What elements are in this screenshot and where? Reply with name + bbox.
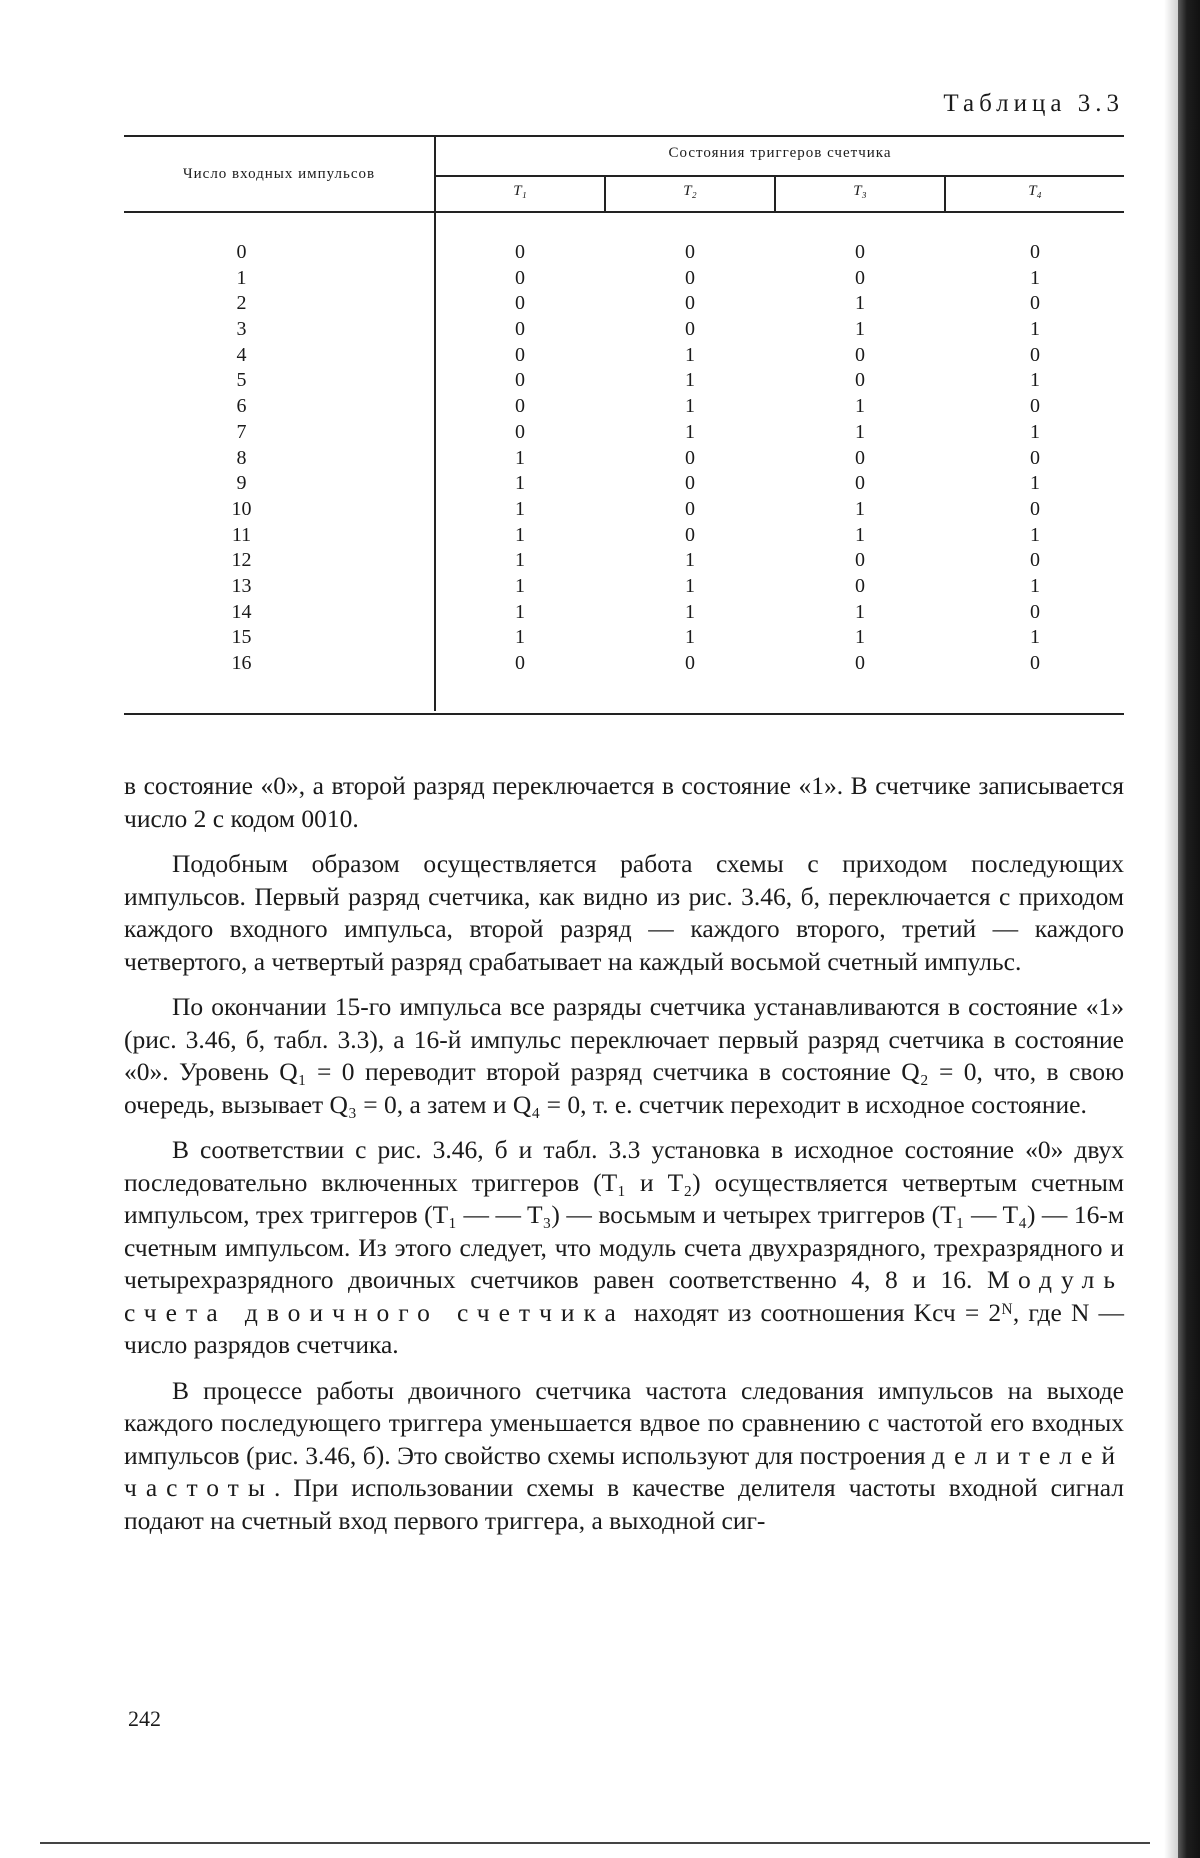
t2-state-cell: 1 xyxy=(606,548,774,574)
t1-state-cell: 0 xyxy=(436,420,604,446)
paragraph-5 xyxy=(124,1375,1124,1538)
t3-state-cell: 0 xyxy=(776,651,944,677)
t3-state-cell: 1 xyxy=(776,420,944,446)
t2-state-cell: 0 xyxy=(606,446,774,472)
t1-state-cell: 0 xyxy=(436,343,604,369)
t4-state-cell: 0 xyxy=(946,600,1124,626)
t3-state-cell: 0 xyxy=(776,343,944,369)
t2-state-cell: 1 xyxy=(606,420,774,446)
t4-state-cell: 1 xyxy=(946,266,1124,292)
pulse-count-cell: 3 xyxy=(184,317,299,343)
t2-state-cell: 1 xyxy=(606,600,774,626)
column-t2 xyxy=(606,240,774,677)
bottom-scan-rule xyxy=(40,1842,1150,1844)
header-pulse-count: Число входных импульсов xyxy=(124,137,434,211)
t4-state-cell: 1 xyxy=(946,471,1124,497)
t4-state-cell: 1 xyxy=(946,317,1124,343)
t3-state-cell: 1 xyxy=(776,317,944,343)
t4-state-cell: 0 xyxy=(946,651,1124,677)
t1-state-cell: 1 xyxy=(436,471,604,497)
t2-state-cell: 1 xyxy=(606,625,774,651)
t4-state-cell: 1 xyxy=(946,523,1124,549)
paragraph-4-part-a: В соответствии с рис. 3.46, б и табл. 3.3 установка в исходное состояние «0» двух последовательно включенных триггеров (T₁ и T₂) осуществляется четвертым счетным импульсом, трех триггеров (T₁ — — T₃) — восьмым и четырех триггеров (T₁ — T₄) — 16-м счетным импульсом. Из этого следует, что модуль счета двухразрядного, трехразрядного и четырехразрядного двоичных счетчиков равен соответственно 4, 8 и 16. xyxy=(124,1135,1124,1294)
t1-state-cell: 0 xyxy=(436,317,604,343)
paragraph-3: По окончании 15-го импульса все разряды счетчика устанавливаются в состояние «1» (рис. 3.46, б, табл. 3.3), а 16-й импульс переключает первый разряд счетчика в состояние «0». Уровень Q₁ = 0 переводит второй разряд счетчика в состояние Q₂ = 0, что, в свою очередь, вызывает Q₃ = 0, а затем и Q₄ = 0, т. е. счетчик переходит в исходное состояние. xyxy=(124,991,1124,1121)
t3-state-cell: 1 xyxy=(776,523,944,549)
pulse-count-cell: 11 xyxy=(184,523,299,549)
subheader-t2: T₂ xyxy=(606,183,774,200)
t2-state-cell: 0 xyxy=(606,651,774,677)
pulse-count-cell: 7 xyxy=(184,420,299,446)
pulse-count-cell: 9 xyxy=(184,471,299,497)
t1-state-cell: 0 xyxy=(436,394,604,420)
t2-state-cell: 1 xyxy=(606,574,774,600)
pulse-state-table xyxy=(124,135,1124,715)
t3-state-cell: 0 xyxy=(776,368,944,394)
t3-state-cell: 1 xyxy=(776,625,944,651)
pulse-count-cell: 14 xyxy=(184,600,299,626)
t1-state-cell: 1 xyxy=(436,446,604,472)
pulse-count-cell: 10 xyxy=(184,497,299,523)
t4-state-cell: 1 xyxy=(946,420,1124,446)
subheader-t4: T₄ xyxy=(946,183,1124,200)
paragraph-4-part-b: находят из соотношения Kсч = 2ᴺ, где N — число разрядов счетчика. xyxy=(124,1298,1124,1360)
paragraph-4 xyxy=(124,1134,1124,1362)
t4-state-cell: 1 xyxy=(946,368,1124,394)
t4-state-cell: 0 xyxy=(946,394,1124,420)
column-t1 xyxy=(436,240,604,677)
paragraph-2: Подобным образом осуществляется работа схемы с приходом последующих импульсов. Первый разряд счетчика, как видно из рис. 3.46, б, переключается с приходом каждого входного импульса, второй разряд — каждого второго, третий — каждого четвертого, а четвертый разряд срабатывает на каждый восьмой счетный импульс. xyxy=(124,848,1124,978)
pulse-count-cell: 13 xyxy=(184,574,299,600)
t1-state-cell: 0 xyxy=(436,291,604,317)
pulse-count-cell: 16 xyxy=(184,651,299,677)
t4-state-cell: 0 xyxy=(946,497,1124,523)
t2-state-cell: 0 xyxy=(606,523,774,549)
pulse-count-cell: 15 xyxy=(184,625,299,651)
column-t3 xyxy=(776,240,944,677)
binding-shadow xyxy=(1164,0,1178,1858)
t4-state-cell: 0 xyxy=(946,291,1124,317)
t4-state-cell: 0 xyxy=(946,446,1124,472)
group-header-rule xyxy=(436,175,1124,177)
subheader-t1: T₁ xyxy=(436,183,604,200)
t1-state-cell: 1 xyxy=(436,523,604,549)
t1-state-cell: 0 xyxy=(436,651,604,677)
pulse-count-cell: 6 xyxy=(184,394,299,420)
t2-state-cell: 0 xyxy=(606,471,774,497)
t2-state-cell: 0 xyxy=(606,240,774,266)
paragraph-5-part-a: В процессе работы двоичного счетчика частота следования импульсов на выходе каждого последующего триггера уменьшается вдвое по сравнению с частотой его входных импульсов (рис. 3.46, б). Это свойство схемы используют для построения xyxy=(124,1376,1124,1470)
body-text xyxy=(124,770,1124,1550)
column-t4 xyxy=(946,240,1124,677)
t2-state-cell: 0 xyxy=(606,291,774,317)
header-bottom-rule xyxy=(124,211,1124,213)
paragraph-5-part-b: . При использовании схемы в качестве делителя частоты входной сигнал подают на счетный вход первого триггера, а выходной сиг- xyxy=(124,1473,1124,1535)
t3-state-cell: 0 xyxy=(776,240,944,266)
t3-state-cell: 0 xyxy=(776,266,944,292)
t2-state-cell: 0 xyxy=(606,497,774,523)
t1-state-cell: 0 xyxy=(436,266,604,292)
t3-state-cell: 1 xyxy=(776,600,944,626)
t1-state-cell: 1 xyxy=(436,497,604,523)
t3-state-cell: 1 xyxy=(776,291,944,317)
t4-state-cell: 1 xyxy=(946,625,1124,651)
t4-state-cell: 0 xyxy=(946,343,1124,369)
t1-state-cell: 1 xyxy=(436,548,604,574)
pulse-count-cell: 12 xyxy=(184,548,299,574)
t2-state-cell: 0 xyxy=(606,317,774,343)
t4-state-cell: 0 xyxy=(946,548,1124,574)
t2-state-cell: 1 xyxy=(606,368,774,394)
pulse-count-cell: 5 xyxy=(184,368,299,394)
t2-state-cell: 1 xyxy=(606,343,774,369)
t1-state-cell: 1 xyxy=(436,625,604,651)
t2-state-cell: 1 xyxy=(606,394,774,420)
term-frequency-dividers: делителей частоты xyxy=(124,1441,1124,1503)
paragraph-1: в состояние «0», а второй разряд переключается в состояние «1». В счетчике записывается число 2 с кодом 0010. xyxy=(124,770,1124,835)
t4-state-cell: 1 xyxy=(946,574,1124,600)
pulse-count-cell: 8 xyxy=(184,446,299,472)
t4-state-cell: 0 xyxy=(946,240,1124,266)
t1-state-cell: 1 xyxy=(436,574,604,600)
t1-state-cell: 0 xyxy=(436,368,604,394)
pulse-count-cell: 4 xyxy=(184,343,299,369)
t3-state-cell: 0 xyxy=(776,574,944,600)
t1-state-cell: 1 xyxy=(436,600,604,626)
header-trigger-states: Состояния триггеров счетчика xyxy=(436,145,1124,162)
t3-state-cell: 1 xyxy=(776,497,944,523)
t3-state-cell: 0 xyxy=(776,548,944,574)
pulse-count-cell: 1 xyxy=(184,266,299,292)
column-pulses xyxy=(184,240,299,677)
t2-state-cell: 0 xyxy=(606,266,774,292)
book-page xyxy=(0,0,1200,1858)
term-counting-modulus: Модуль счета двоичного счетчика xyxy=(124,1265,1124,1327)
t1-state-cell: 0 xyxy=(436,240,604,266)
table-title: Таблица 3.3 xyxy=(943,90,1124,118)
page-number: 242 xyxy=(128,1706,161,1732)
t3-state-cell: 0 xyxy=(776,446,944,472)
pulse-count-cell: 2 xyxy=(184,291,299,317)
pulse-count-cell: 0 xyxy=(184,240,299,266)
book-binding-edge xyxy=(1178,0,1200,1858)
subheader-t3: T₃ xyxy=(776,183,944,200)
t3-state-cell: 0 xyxy=(776,471,944,497)
t3-state-cell: 1 xyxy=(776,394,944,420)
